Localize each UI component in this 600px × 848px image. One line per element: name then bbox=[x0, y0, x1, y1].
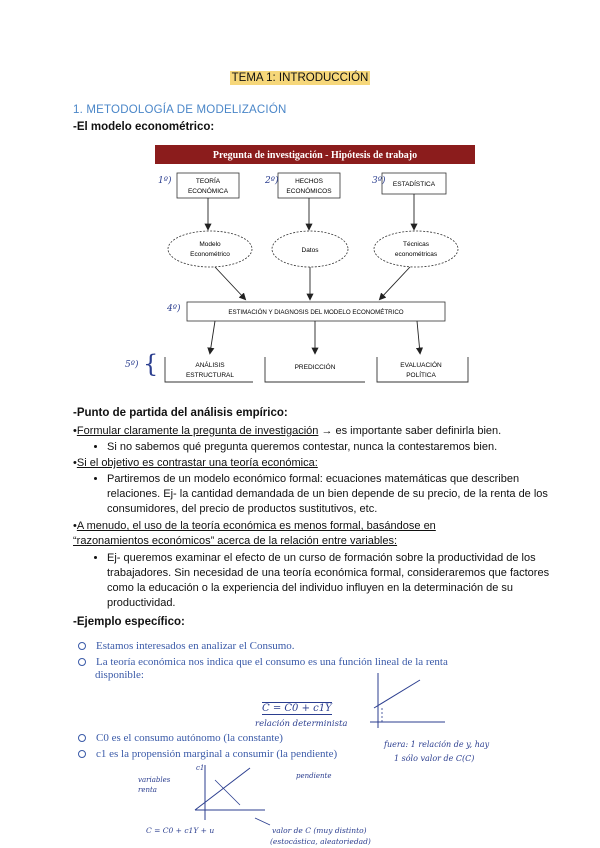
page-title: TEMA 1: INTRODUCCIÓN bbox=[231, 72, 369, 84]
out-analisis-l2: ESTRUCTURAL bbox=[185, 372, 235, 379]
out-prediccion: PREDICCIÓN bbox=[294, 364, 336, 371]
circle-bullet-icon bbox=[78, 750, 86, 758]
hw-sketch-graph-right bbox=[360, 668, 450, 738]
econometric-flow-diagram bbox=[155, 145, 475, 385]
hw-step-1: 1º) bbox=[158, 176, 172, 186]
out-evaluacion-l1: EVALUACIÓN bbox=[400, 362, 442, 369]
ejemplo-heading: -Ejemplo específico: bbox=[73, 616, 185, 628]
hw-renta: renta bbox=[138, 786, 157, 794]
out-evaluacion-l2: POLÍTICA bbox=[406, 372, 436, 379]
circle-bullet-icon bbox=[78, 658, 86, 666]
hw-equation: C = C0 + c1Y bbox=[262, 703, 332, 714]
hw-variables: variables bbox=[138, 776, 171, 784]
diagram-header: Pregunta de investigación - Hipótesis de trabajo bbox=[212, 150, 418, 161]
modelo-heading: -El modelo econométrico: bbox=[73, 121, 215, 133]
hw-sketch-graph-left bbox=[185, 760, 295, 830]
hw-bottom-1: C = C0 + c1Y + u bbox=[146, 826, 215, 835]
box-teoria-l2: ECONÓMICA bbox=[187, 188, 229, 195]
ejemplo-l2a: La teoría económica nos indica que el consumo es una función lineal de la renta bbox=[96, 656, 448, 668]
ellipse-datos-label: Datos bbox=[301, 247, 319, 254]
list-2 bbox=[85, 472, 567, 517]
paragraph-2: •Si el objetivo es contrastar una teoría económica: bbox=[73, 457, 318, 469]
p3-underlined-1: A menudo, el uso de la teoría económica es menos formal, basándose en bbox=[76, 520, 436, 532]
hw-bottom-2: valor de C (muy distinto) bbox=[272, 826, 367, 835]
ellipse-tecnicas bbox=[374, 231, 458, 267]
hw-step-5: 5º) bbox=[125, 360, 139, 370]
ejemplo-l4: c1 es la propensión marginal a consumir (la pendiente) bbox=[96, 748, 338, 760]
ellipse-tecnicas-l2: econométricas bbox=[394, 251, 438, 258]
circle-bullet-icon bbox=[78, 734, 86, 742]
p3-underlined-2: “razonamientos económicos” acerca de la relación entre variables: bbox=[73, 535, 398, 547]
box-hechos-l2: ECONÓMICOS bbox=[286, 188, 332, 195]
ellipse-modelo bbox=[168, 231, 252, 267]
hw-brace: { bbox=[143, 350, 159, 378]
box-teoria-l1: TEORÍA bbox=[195, 178, 221, 185]
list-1 bbox=[85, 440, 567, 455]
hw-c1: c1 bbox=[196, 764, 205, 772]
ejemplo-l1: Estamos interesados en analizar el Consumo. bbox=[96, 640, 295, 652]
hw-note-2: 1 sólo valor de C(C) bbox=[394, 754, 475, 763]
hw-relacion: relación determinista bbox=[255, 719, 348, 729]
hw-pendiente: pendiente bbox=[296, 772, 332, 780]
partida-heading: -Punto de partida del análisis empírico: bbox=[73, 407, 288, 419]
out-analisis-l1: ANÁLISIS bbox=[195, 362, 225, 369]
p1-bullet: • Si no sabemos qué pregunta queremos contestar, nunca la contestaremos bien. bbox=[107, 440, 567, 455]
box-estimacion-label: ESTIMACIÓN Y DIAGNOSIS DEL MODELO ECONOMÉTRICO bbox=[228, 309, 404, 316]
section-heading: 1. METODOLOGÍA DE MODELIZACIÓN bbox=[73, 104, 287, 116]
p3-bullet: • Ej- queremos examinar el efecto de un curso de formación sobre la productividad de los trabajadores. Sin necesidad de una teoría económica formal, consideraremos que factores como la educación o la experiencia del individuo influyen en la determinación de su productividad. bbox=[107, 551, 567, 611]
ellipse-modelo-l2: Econométrico bbox=[190, 251, 230, 258]
box-hechos-l1: HECHOS bbox=[295, 178, 323, 185]
p1-underlined: Formular claramente la pregunta de investigación bbox=[76, 425, 319, 437]
paragraph-3: •A menudo, el uso de la teoría económica es menos formal, basándose en “razonamientos económicos” acerca de la relación entre variables: bbox=[73, 520, 436, 547]
p1-rest: → es importante saber definirla bien. bbox=[318, 425, 502, 437]
hw-bottom-3: (estocástica, aleatoriedad) bbox=[270, 837, 371, 846]
box-estadistica-label: ESTADÍSTICA bbox=[392, 181, 436, 188]
hw-note-1: fuera: 1 relación de y, hay bbox=[384, 740, 490, 749]
ejemplo-l3: C0 es el consumo autónomo (la constante) bbox=[96, 732, 283, 744]
ellipse-tecnicas-l1: Técnicas bbox=[402, 241, 430, 248]
p2-underlined: Si el objetivo es contrastar una teoría económica: bbox=[76, 457, 318, 469]
paragraph-1: •Formular claramente la pregunta de investigación → es importante saber definirla bien. bbox=[73, 425, 502, 437]
list-3 bbox=[85, 551, 567, 611]
hw-step-2: 2º) bbox=[265, 176, 279, 186]
p2-bullet: • Partiremos de un modelo económico formal: ecuaciones matemáticas que describen relaciones. Ej- la cantidad demandada de un bien depende de su precio, de la renta de los consumidores, del precio de productos sustitutivos, etc. bbox=[107, 472, 567, 517]
hw-step-4: 4º) bbox=[167, 304, 181, 314]
ejemplo-l2b: disponible: bbox=[95, 669, 144, 681]
hw-step-3: 3º) bbox=[372, 176, 386, 186]
circle-bullet-icon bbox=[78, 642, 86, 650]
ellipse-modelo-l1: Modelo bbox=[199, 241, 221, 248]
